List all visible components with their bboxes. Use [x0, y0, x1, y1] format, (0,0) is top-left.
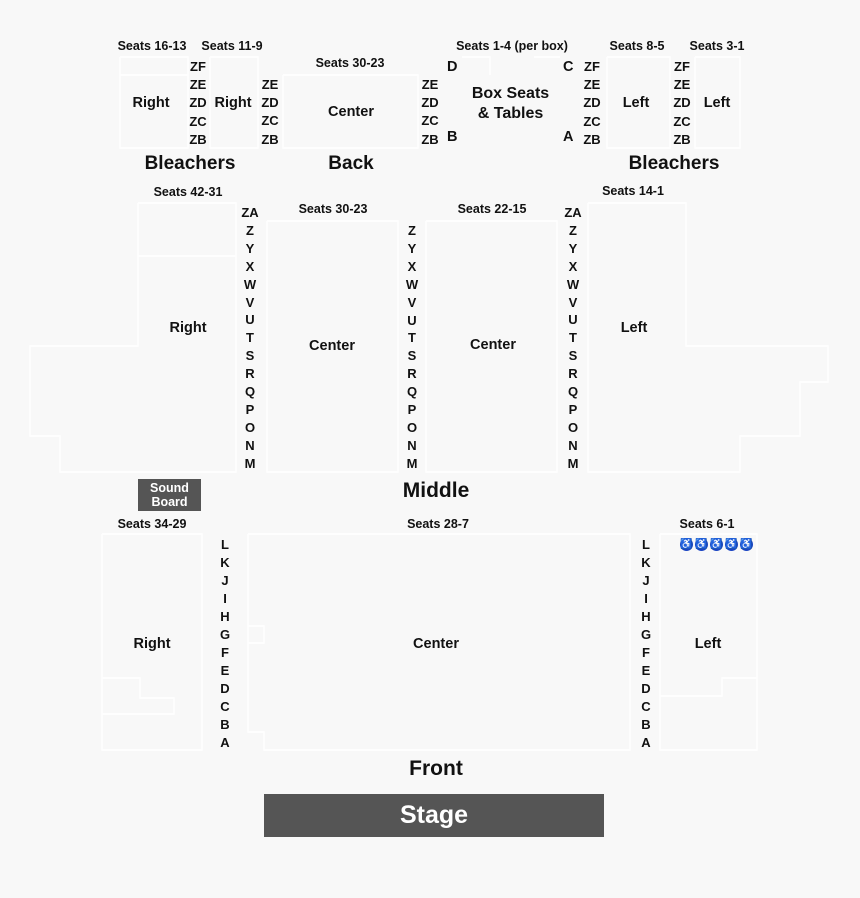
- row-label: E: [220, 663, 230, 678]
- row-label: W: [243, 276, 257, 292]
- row-label: O: [406, 419, 418, 435]
- row-label: F: [221, 645, 229, 660]
- row-label: X: [245, 258, 255, 274]
- row-label: ZA: [564, 205, 582, 220]
- section-label: Center: [309, 338, 355, 354]
- row-label: F: [642, 645, 650, 660]
- row-label: V: [407, 294, 417, 310]
- seats-label: Seats 34-29: [117, 517, 187, 531]
- row-label: ZD: [421, 95, 439, 111]
- section-label: Left: [620, 320, 648, 336]
- row-label: ZE: [673, 77, 691, 93]
- row-label: N: [568, 437, 578, 453]
- row-label: A: [641, 735, 651, 750]
- row-label: J: [221, 573, 229, 588]
- wheelchair-icon: ♿: [695, 539, 708, 550]
- row-label: ZD: [261, 95, 279, 111]
- row-label: V: [245, 294, 255, 310]
- row-label: K: [641, 555, 651, 570]
- row-label: Q: [244, 384, 256, 400]
- row-label: R: [568, 366, 578, 382]
- row-label: H: [220, 609, 230, 624]
- row-label: P: [568, 401, 578, 417]
- row-label: Q: [406, 384, 418, 400]
- row-label: X: [568, 258, 578, 274]
- row-label: W: [566, 276, 580, 292]
- row-label: T: [569, 330, 577, 346]
- seats-label: Seats 8-5: [609, 39, 665, 53]
- section-label: Right: [132, 95, 170, 111]
- section-title: Middle: [402, 479, 470, 502]
- row-label: ZD: [189, 95, 207, 111]
- box-seats-label: [463, 84, 558, 124]
- row-label: N: [407, 437, 417, 453]
- row-label: Z: [569, 222, 577, 238]
- row-label: M: [567, 455, 579, 471]
- seats-label: Seats 30-23: [298, 202, 368, 216]
- row-label: I: [644, 591, 648, 606]
- seats-label: Seats 28-7: [407, 517, 469, 531]
- seats-label: Seats 22-15: [457, 202, 527, 216]
- seats-label: Seats 30-23: [315, 56, 385, 70]
- row-label: U: [407, 312, 417, 328]
- row-label: G: [640, 627, 652, 642]
- row-label: L: [642, 537, 650, 552]
- sound-board-line: Sound: [150, 481, 189, 495]
- row-column: [258, 76, 282, 149]
- row-label: Z: [246, 222, 254, 238]
- row-label: V: [568, 294, 578, 310]
- row-column: [580, 58, 604, 149]
- sound-board-line: Board: [151, 495, 188, 509]
- row-label: S: [568, 348, 578, 364]
- wheelchair-icon: ♿: [725, 539, 738, 550]
- row-label: H: [641, 609, 651, 624]
- row-label: A: [220, 735, 230, 750]
- row-label: W: [405, 276, 419, 292]
- seats-label: Seats 42-31: [153, 185, 223, 199]
- section-label: Center: [413, 636, 459, 652]
- row-label: G: [219, 627, 231, 642]
- row-label: ZE: [421, 77, 439, 92]
- row-label: O: [244, 419, 256, 435]
- stage: Stage: [264, 794, 604, 837]
- section-label: Right: [169, 320, 207, 336]
- row-label: K: [220, 555, 230, 570]
- seats-label: Seats 11-9: [201, 39, 263, 53]
- row-label: ZB: [583, 131, 601, 147]
- section-label: Right: [133, 636, 171, 652]
- bleachers-label: Bleachers: [628, 153, 720, 174]
- row-label: ZF: [674, 59, 690, 74]
- row-label: C: [220, 699, 230, 714]
- row-label: R: [245, 366, 255, 382]
- row-label: ZC: [261, 113, 279, 129]
- row-label: P: [245, 401, 255, 417]
- seats-label: Seats 16-13: [117, 39, 187, 53]
- seats-label: Seats 14-1: [602, 184, 664, 198]
- section-label: Right: [214, 95, 252, 111]
- seats-label: Seats 3-1: [689, 39, 745, 53]
- row-label: Y: [568, 240, 578, 256]
- row-label: ZB: [261, 131, 279, 147]
- seats-label: Seats 1-4 (per box): [456, 39, 568, 53]
- box-seats-line: & Tables: [477, 105, 544, 122]
- row-label: M: [244, 455, 256, 471]
- row-label: U: [245, 312, 255, 328]
- row-column: [634, 536, 658, 752]
- row-label: S: [407, 348, 417, 364]
- row-label: ZB: [189, 131, 207, 147]
- row-label: ZC: [189, 113, 207, 129]
- section-title: Front: [409, 757, 463, 780]
- row-label: N: [245, 437, 255, 453]
- row-label: ZD: [583, 95, 601, 111]
- row-label: E: [641, 663, 651, 678]
- seats-label: Seats 6-1: [679, 517, 735, 531]
- row-column: [213, 536, 237, 752]
- row-label: T: [408, 330, 416, 346]
- row-label: ZC: [583, 113, 601, 129]
- row-label: O: [567, 419, 579, 435]
- row-label: ZB: [673, 131, 691, 147]
- row-column: [186, 58, 210, 149]
- row-label: B: [220, 717, 230, 732]
- section-title: Back: [328, 153, 374, 174]
- row-label: S: [245, 348, 255, 364]
- row-column: [418, 76, 442, 149]
- wheelchair-icon: ♿: [680, 539, 693, 550]
- row-label: J: [642, 573, 650, 588]
- row-label: Z: [408, 223, 416, 238]
- section-label: Left: [622, 95, 650, 111]
- row-label: C: [641, 699, 651, 714]
- box-letter: A: [563, 129, 574, 145]
- row-column: [670, 58, 694, 149]
- row-column: [400, 222, 424, 473]
- row-label: Y: [245, 240, 255, 256]
- section-label: Center: [328, 104, 374, 120]
- section-label: Left: [694, 636, 722, 652]
- row-label: I: [223, 591, 227, 606]
- row-label: ZD: [673, 95, 691, 111]
- box-letter: D: [447, 59, 458, 75]
- row-label: P: [407, 402, 417, 418]
- row-label: ZF: [584, 59, 600, 74]
- wheelchair-icon: ♿: [710, 539, 723, 550]
- row-label: ZB: [421, 131, 439, 147]
- row-label: X: [407, 258, 417, 274]
- row-label: Q: [567, 384, 579, 400]
- sound-board: [138, 479, 201, 511]
- row-label: ZC: [673, 113, 691, 129]
- row-label: U: [568, 312, 578, 328]
- box-letter: C: [563, 59, 574, 75]
- section-label: Center: [470, 337, 516, 353]
- row-label: ZA: [241, 205, 259, 220]
- wheelchair-icon: ♿: [740, 539, 753, 550]
- box-letter: B: [447, 129, 458, 145]
- box-seats-line: Box Seats: [471, 85, 550, 102]
- row-label: ZE: [261, 77, 279, 92]
- row-label: D: [641, 681, 651, 696]
- row-label: ZE: [189, 77, 207, 93]
- wheelchair-seats: [680, 538, 753, 551]
- row-column: [561, 204, 585, 473]
- section-label: Left: [703, 95, 731, 111]
- row-label: T: [246, 330, 254, 346]
- row-label: Y: [407, 240, 417, 256]
- row-label: ZF: [190, 59, 206, 74]
- row-label: L: [221, 537, 229, 552]
- row-label: ZE: [583, 77, 601, 93]
- row-label: M: [406, 455, 418, 471]
- row-label: R: [407, 366, 417, 382]
- row-label: D: [220, 681, 230, 696]
- bleachers-label: Bleachers: [144, 153, 236, 174]
- row-column: [238, 204, 262, 473]
- row-label: B: [641, 717, 651, 732]
- row-label: ZC: [421, 113, 439, 129]
